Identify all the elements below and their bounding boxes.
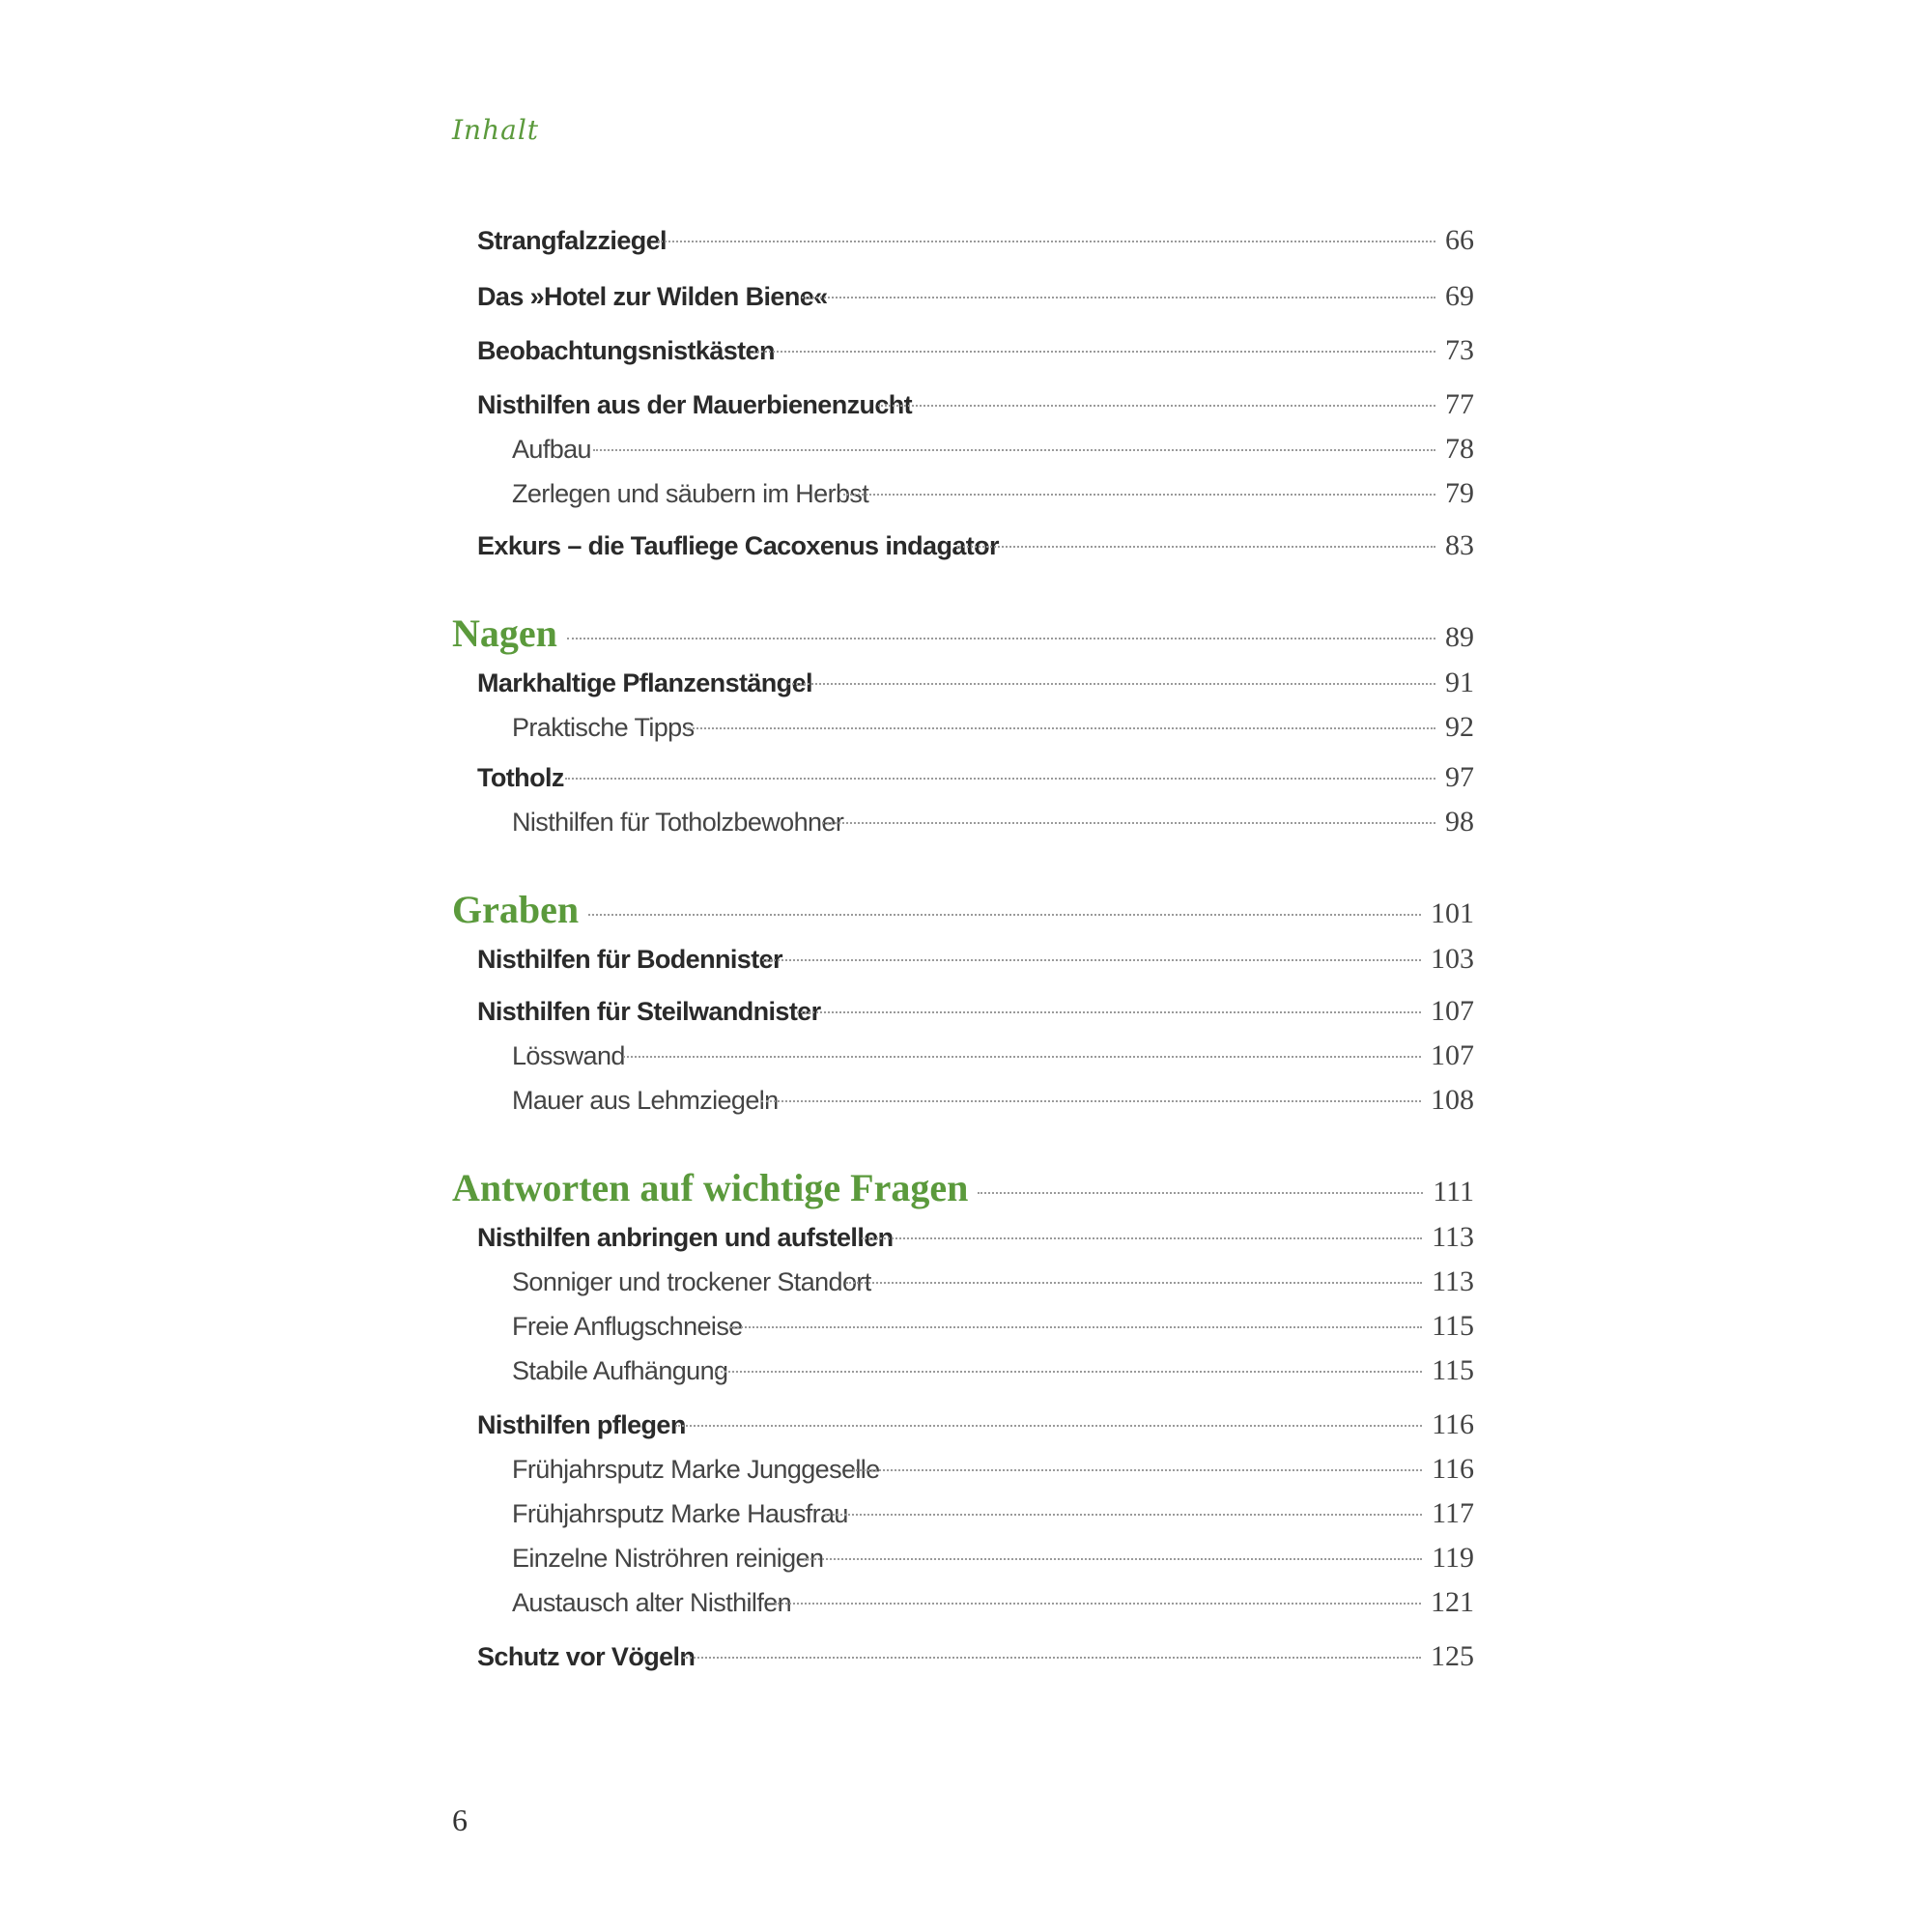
- toc-entry-title: Praktische Tipps: [512, 713, 695, 742]
- dot-leader: [775, 1603, 1421, 1605]
- toc-entry-title: Lösswand: [512, 1041, 625, 1070]
- toc-entry-page: 121: [1431, 1586, 1474, 1618]
- dot-leader: [565, 778, 1435, 780]
- toc-entry-title: Nisthilfen pflegen: [477, 1410, 686, 1439]
- toc-entry-page: 73: [1445, 334, 1474, 366]
- dot-leader: [683, 1657, 1421, 1659]
- toc-subsection-entry[interactable]: [512, 1453, 1474, 1499]
- toc-section-entry[interactable]: [477, 943, 1474, 989]
- running-head: Inhalt: [452, 114, 540, 146]
- toc-entry-page: 89: [1445, 621, 1474, 653]
- dot-leader: [658, 241, 1435, 242]
- toc-entry-title: Beobachtungsnistkästen: [477, 336, 775, 365]
- toc-section-entry[interactable]: [477, 1640, 1474, 1687]
- toc-entry-page: 69: [1445, 280, 1474, 312]
- toc-subsection-entry[interactable]: [512, 1039, 1474, 1086]
- toc-section-entry[interactable]: [477, 1221, 1474, 1267]
- dot-leader: [686, 727, 1435, 729]
- toc-entry-page: 113: [1432, 1221, 1474, 1253]
- toc-entry-title: Nisthilfen für Steilwandnister: [477, 997, 821, 1026]
- toc-entry-page: 125: [1431, 1640, 1474, 1672]
- toc-entry-title: Stabile Aufhängung: [512, 1356, 728, 1385]
- toc-subsection-entry[interactable]: [512, 806, 1474, 852]
- dot-leader: [825, 1514, 1423, 1516]
- toc-entry-title: Totholz: [477, 763, 564, 792]
- page-number: 6: [452, 1803, 468, 1837]
- toc-entry-page: 103: [1431, 943, 1474, 975]
- toc-chapter-entry[interactable]: [452, 1165, 1474, 1211]
- toc-entry-page: 91: [1445, 667, 1474, 698]
- dot-leader: [862, 1237, 1422, 1239]
- toc-entry-page: 78: [1445, 433, 1474, 465]
- dot-leader: [822, 822, 1435, 824]
- toc-subsection-entry[interactable]: [512, 1586, 1474, 1633]
- toc-section-entry[interactable]: [477, 1408, 1474, 1455]
- toc-subsection-entry[interactable]: [512, 1354, 1474, 1401]
- dot-leader: [567, 638, 1435, 639]
- toc-entry-page: 119: [1432, 1542, 1474, 1574]
- toc-section-entry[interactable]: [477, 667, 1474, 713]
- toc-entry-page: 116: [1432, 1408, 1474, 1440]
- toc-entry-title: Nisthilfen anbringen und aufstellen: [477, 1223, 894, 1252]
- toc-entry-page: 108: [1431, 1084, 1474, 1116]
- toc-section-entry[interactable]: [477, 388, 1474, 435]
- dot-leader: [788, 683, 1435, 685]
- dot-leader: [853, 1469, 1422, 1471]
- dot-leader: [843, 494, 1435, 496]
- toc-entry-page: 113: [1432, 1265, 1474, 1297]
- toc-entry-page: 115: [1432, 1310, 1474, 1342]
- dot-leader: [716, 1371, 1422, 1373]
- toc-subsection-entry[interactable]: [512, 1310, 1474, 1356]
- dot-leader: [878, 405, 1435, 407]
- toc-entry-page: 111: [1433, 1176, 1474, 1208]
- dot-leader: [730, 1326, 1423, 1328]
- dot-leader: [802, 297, 1435, 298]
- toc-entry-title: Nagen: [452, 611, 557, 655]
- dot-leader: [753, 351, 1435, 353]
- toc-entry-page: 66: [1445, 224, 1474, 256]
- toc-entry-title: Aufbau: [512, 435, 591, 464]
- toc-entry-title: Austausch alter Nisthilfen: [512, 1588, 792, 1617]
- toc-entry-page: 117: [1432, 1497, 1474, 1529]
- toc-subsection-entry[interactable]: [512, 711, 1474, 757]
- toc-entry-page: 116: [1432, 1453, 1474, 1485]
- toc-chapter-entry[interactable]: [452, 887, 1474, 933]
- toc-entry-title: Antworten auf wichtige Fragen: [452, 1166, 969, 1209]
- dot-leader: [593, 449, 1435, 451]
- toc-entry-title: Graben: [452, 888, 580, 931]
- dot-leader: [804, 1558, 1422, 1560]
- toc-entry-title: Mauer aus Lehmziegeln: [512, 1086, 779, 1115]
- toc-entry-page: 79: [1445, 477, 1474, 509]
- toc-entry-title: Zerlegen und säubern im Herbst: [512, 479, 869, 508]
- toc-entry-title: Das »Hotel zur Wilden Biene«: [477, 282, 828, 311]
- toc-entry-page: 107: [1431, 995, 1474, 1027]
- toc-entry-title: Frühjahrsputz Marke Junggeselle: [512, 1455, 880, 1484]
- toc-subsection-entry[interactable]: [512, 433, 1474, 479]
- toc-entry-title: Freie Anflugschneise: [512, 1312, 743, 1341]
- toc-entry-page: 92: [1445, 711, 1474, 743]
- toc-chapter-entry[interactable]: [452, 611, 1474, 657]
- toc-subsection-entry[interactable]: [512, 477, 1474, 524]
- toc-entry-page: 83: [1445, 529, 1474, 561]
- dot-leader: [956, 546, 1435, 548]
- dot-leader: [978, 1192, 1423, 1194]
- toc-entry-title: Nisthilfen für Bodennister: [477, 945, 782, 974]
- toc-entry-title: Frühjahrsputz Marke Hausfrau: [512, 1499, 848, 1528]
- toc-subsection-entry[interactable]: [512, 1542, 1474, 1588]
- toc-entry-page: 107: [1431, 1039, 1474, 1071]
- toc-section-entry[interactable]: [477, 224, 1474, 270]
- toc-subsection-entry[interactable]: [512, 1084, 1474, 1130]
- dot-leader: [797, 1011, 1421, 1013]
- toc-entry-title: Strangfalzziegel: [477, 226, 667, 255]
- toc-entry-page: 77: [1445, 388, 1474, 420]
- toc-entry-title: Nisthilfen aus der Mauerbienenzucht: [477, 390, 913, 419]
- toc-entry-title: Schutz vor Vögeln: [477, 1642, 696, 1671]
- toc-entry-page: 98: [1445, 806, 1474, 838]
- toc-entry-title: Einzelne Niströhren reinigen: [512, 1544, 824, 1573]
- toc-entry-title: Exkurs – die Taufliege Cacoxenus indagator: [477, 531, 999, 560]
- toc-section-entry[interactable]: [477, 995, 1474, 1041]
- dot-leader: [762, 959, 1421, 961]
- toc-subsection-entry[interactable]: [512, 1265, 1474, 1312]
- toc-entry-page: 115: [1432, 1354, 1474, 1386]
- toc-section-entry[interactable]: [477, 280, 1474, 327]
- dot-leader: [846, 1282, 1423, 1284]
- toc-section-entry[interactable]: [477, 334, 1474, 381]
- toc-subsection-entry[interactable]: [512, 1497, 1474, 1544]
- toc-entry-page: 97: [1445, 761, 1474, 793]
- dot-leader: [675, 1425, 1422, 1427]
- toc-section-entry[interactable]: [477, 761, 1474, 808]
- toc-entry-title: Markhaltige Pflanzenstängel: [477, 668, 812, 697]
- dot-leader: [588, 914, 1421, 916]
- dot-leader: [623, 1056, 1421, 1058]
- toc-section-entry[interactable]: [477, 529, 1474, 576]
- toc-entry-page: 101: [1431, 897, 1474, 929]
- toc-entry-title: Nisthilfen für Totholzbewohner: [512, 808, 844, 837]
- dot-leader: [761, 1100, 1421, 1102]
- toc-entry-title: Sonniger und trockener Standort: [512, 1267, 871, 1296]
